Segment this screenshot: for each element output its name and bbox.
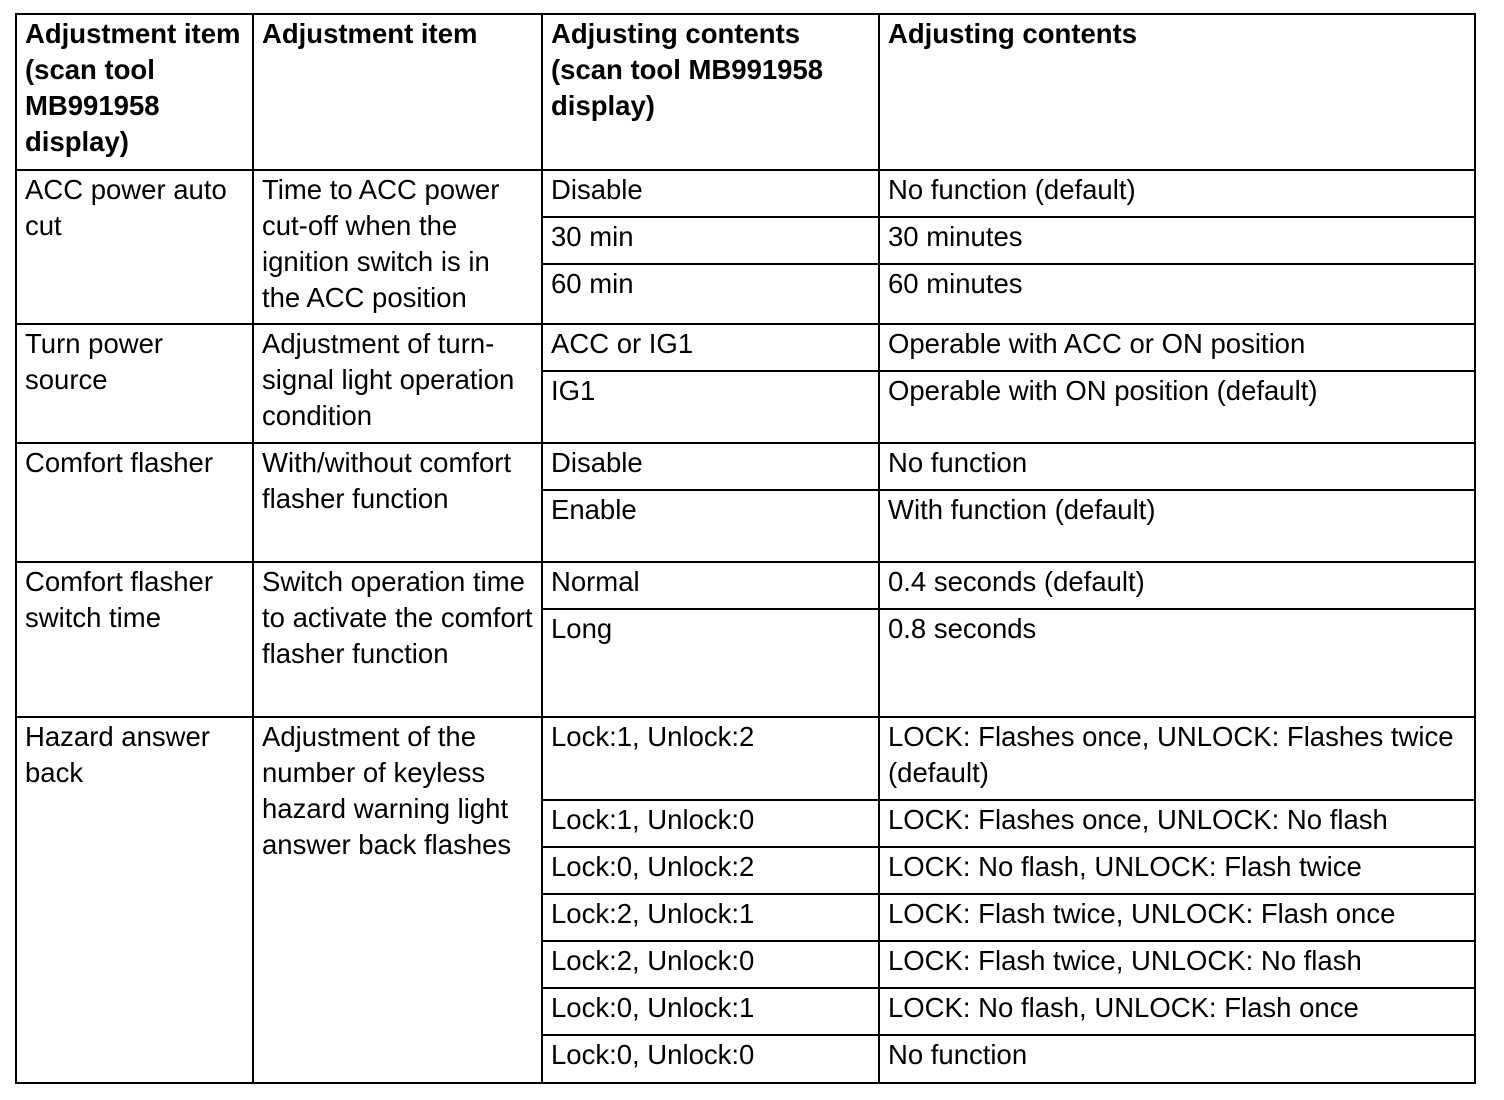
header-contents-display: Adjusting contents (scan tool MB991958 display) xyxy=(542,14,879,170)
option-display-cell: Lock:1, Unlock:2 xyxy=(542,717,879,800)
table-row xyxy=(16,443,1475,490)
item-display-cell: Comfort flasher switch time xyxy=(16,562,253,717)
option-display-cell: Long xyxy=(542,609,879,717)
item-cell: Adjustment of the number of keyless hazard warning light answer back flashes xyxy=(253,717,542,1083)
option-content-cell: LOCK: No flash, UNLOCK: Flash twice xyxy=(879,847,1475,894)
option-display-cell: ACC or IG1 xyxy=(542,324,879,371)
item-display-cell: Hazard answer back xyxy=(16,717,253,1083)
option-content-cell: 60 minutes xyxy=(879,264,1475,324)
option-display-cell: Disable xyxy=(542,443,879,490)
option-content-cell: Operable with ACC or ON position xyxy=(879,324,1475,371)
option-content-cell: Operable with ON position (default) xyxy=(879,371,1475,443)
option-content-cell: 0.4 seconds (default) xyxy=(879,562,1475,609)
option-content-cell: LOCK: Flashes once, UNLOCK: Flashes twice (default) xyxy=(879,717,1475,800)
adjustment-table xyxy=(15,13,1476,1084)
option-display-cell: IG1 xyxy=(542,371,879,443)
option-content-cell: LOCK: Flash twice, UNLOCK: Flash once xyxy=(879,894,1475,941)
option-display-cell: Disable xyxy=(542,170,879,217)
item-cell: Time to ACC power cut-off when the ignition switch is in the ACC position xyxy=(253,170,542,324)
item-display-cell: ACC power auto cut xyxy=(16,170,253,324)
option-display-cell: Lock:2, Unlock:0 xyxy=(542,941,879,988)
item-cell: With/without comfort flasher function xyxy=(253,443,542,562)
option-content-cell: No function (default) xyxy=(879,170,1475,217)
option-display-cell: Lock:1, Unlock:0 xyxy=(542,800,879,847)
option-display-cell: Lock:0, Unlock:0 xyxy=(542,1035,879,1083)
option-display-cell: 60 min xyxy=(542,264,879,324)
table-row xyxy=(16,170,1475,217)
header-row xyxy=(16,14,1475,170)
option-content-cell: 0.8 seconds xyxy=(879,609,1475,717)
option-display-cell: 30 min xyxy=(542,217,879,264)
option-content-cell: No function xyxy=(879,1035,1475,1083)
option-display-cell: Lock:0, Unlock:1 xyxy=(542,988,879,1035)
option-content-cell: LOCK: Flash twice, UNLOCK: No flash xyxy=(879,941,1475,988)
option-content-cell: With function (default) xyxy=(879,490,1475,562)
header-contents: Adjusting contents xyxy=(879,14,1475,170)
item-cell: Switch operation time to activate the comfort flasher function xyxy=(253,562,542,717)
item-display-cell: Turn power source xyxy=(16,324,253,443)
table-row xyxy=(16,717,1475,800)
item-display-cell: Comfort flasher xyxy=(16,443,253,562)
table-row xyxy=(16,562,1475,609)
table-row xyxy=(16,324,1475,371)
option-content-cell: No function xyxy=(879,443,1475,490)
option-display-cell: Lock:0, Unlock:2 xyxy=(542,847,879,894)
option-content-cell: 30 minutes xyxy=(879,217,1475,264)
item-cell: Adjustment of turn-signal light operation condition xyxy=(253,324,542,443)
header-item-display: Adjustment item (scan tool MB991958 display) xyxy=(16,14,253,170)
option-display-cell: Lock:2, Unlock:1 xyxy=(542,894,879,941)
header-item: Adjustment item xyxy=(253,14,542,170)
option-display-cell: Enable xyxy=(542,490,879,562)
option-content-cell: LOCK: No flash, UNLOCK: Flash once xyxy=(879,988,1475,1035)
option-display-cell: Normal xyxy=(542,562,879,609)
option-content-cell: LOCK: Flashes once, UNLOCK: No flash xyxy=(879,800,1475,847)
